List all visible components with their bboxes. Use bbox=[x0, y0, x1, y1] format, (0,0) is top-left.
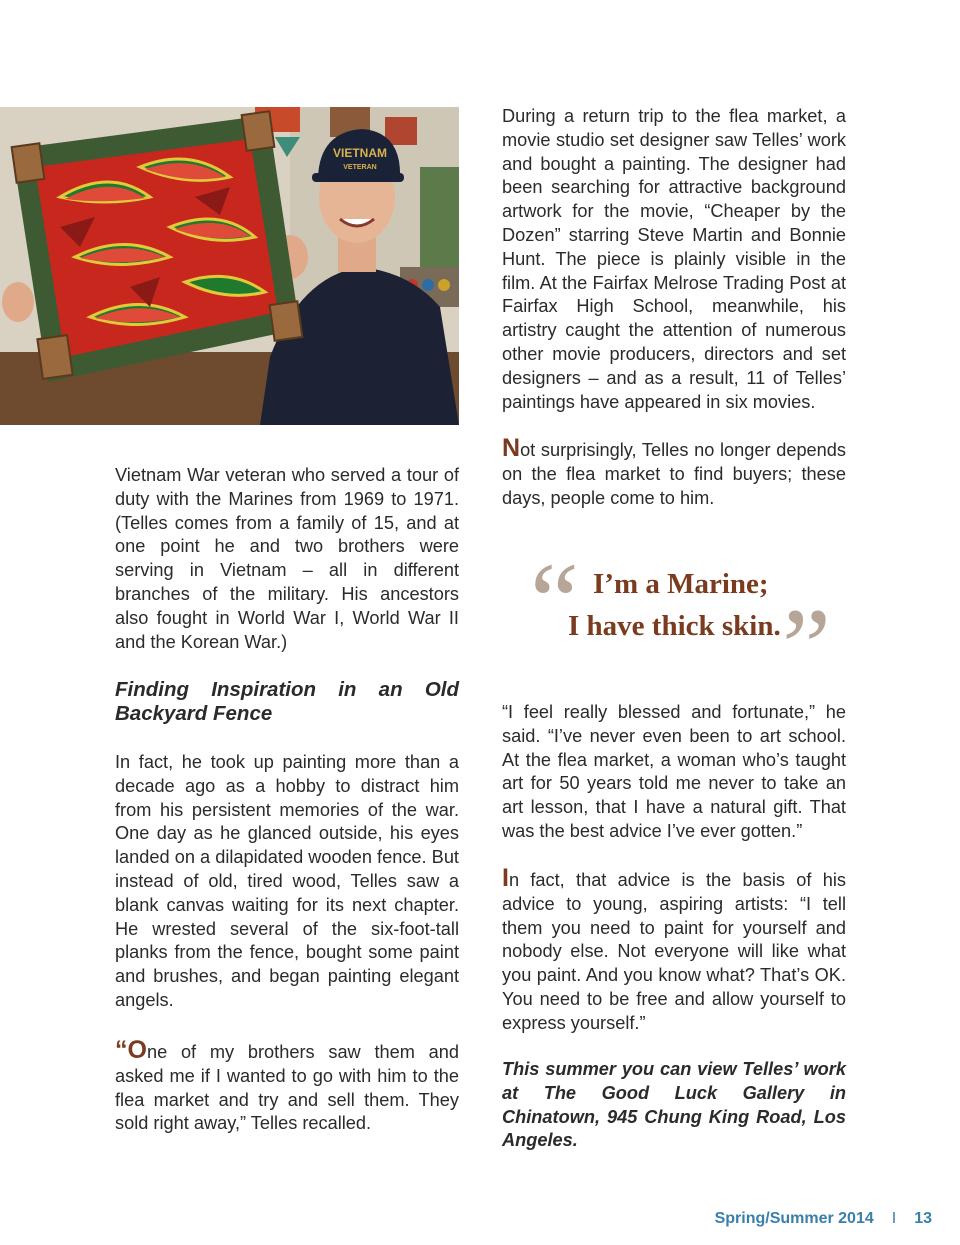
article-photo bbox=[0, 107, 459, 425]
closing-note: This summer you can view Telles’ work at The Good Luck Gallery in Chinatown, 945 Chung King Road, Los Angeles. bbox=[502, 1059, 846, 1151]
body-paragraph: “I feel really blessed and fortunate,” he said. “I’ve never even been to art school. At the flea market, a woman who’s taught art for 50 years told me never to take an art lesson, that I have a natural gift. That was the best advice I’ve ever gotten.” bbox=[502, 702, 846, 841]
pull-quote-line-1: I’m a Marine; bbox=[593, 568, 769, 600]
body-paragraph-text: ot surprisingly, Telles no longer depends on the flea market to find buyers; these days, people come to him. bbox=[502, 440, 846, 508]
footer-separator: I bbox=[891, 1210, 897, 1227]
dropcap: “O bbox=[115, 1036, 147, 1064]
quote-paragraph bbox=[115, 1038, 459, 1136]
close-quote-mark: ” bbox=[782, 586, 831, 708]
pull-quote bbox=[530, 540, 850, 708]
painting-photo-illustration bbox=[0, 107, 459, 425]
body-paragraph: During a return trip to the flea market, a movie studio set designer saw Telles’ work and bought a painting. The designer had been searching for attractive background artwork for the movie, “Cheaper by the Dozen” starring Steve Martin and Bonnie Hunt. The piece is plainly visible in the film. At the Fairfax Melrose Trading Post at Fairfax High School, meanwhile, his artistry caught the attention of numerous other movie producers, directors and set designers – and as a result, 11 of Telles’ paintings have appeared in six movies. bbox=[502, 106, 846, 412]
intro-paragraph: Vietnam War veteran who served a tour of duty with the Marines from 1969 to 1971. (Telles comes from a family of 15, and at one point he and two brothers were serving in Vietnam – all in different branches of the military. His ancestors also fought in World War I, World War II and the Korean War.) bbox=[115, 465, 459, 652]
left-body-block bbox=[115, 751, 459, 1013]
body-paragraph bbox=[502, 436, 846, 510]
right-body-block-1 bbox=[502, 105, 846, 414]
body-paragraph: In fact, he took up painting more than a decade ago as a hobby to distract him from his persistent memories of the war. One day as he glanced outside, his eyes landed on a dilapidated wooden fence. But instead of old, tired wood, Telles saw a blank canvas waiting for its next chapter. He wrested several of the six-foot-tall planks from the fence, bought some paint and brushes, and began painting elegant angels. bbox=[115, 752, 459, 1010]
body-paragraph bbox=[502, 866, 846, 1036]
dropcap: I bbox=[502, 864, 509, 892]
body-paragraph-text: n fact, that advice is the basis of his advice to young, aspiring artists: “I tell them you need to paint for yourself and nobody else. Not everyone will like what you paint. And you know what? That’s OK. You need to be free and allow yourself to express yourself.” bbox=[502, 870, 846, 1033]
right-body-block-2 bbox=[502, 436, 846, 510]
left-column bbox=[115, 464, 459, 654]
quote-paragraph-text: ne of my brothers saw them and asked me if I wanted to go with him to the flea market and try and sell them. They sold right away,” Telles recalled. bbox=[115, 1042, 459, 1134]
open-quote-mark: “ bbox=[530, 540, 579, 662]
section-heading-block bbox=[115, 678, 459, 726]
closing-note-block bbox=[502, 1058, 846, 1153]
dropcap: N bbox=[502, 434, 521, 462]
issue-label: Spring/Summer 2014 bbox=[714, 1210, 874, 1227]
left-quote-block bbox=[115, 1038, 459, 1136]
cap-text-1: VIETNAM bbox=[333, 146, 387, 160]
cap-text-2: VETERAN bbox=[343, 164, 377, 171]
right-body-block-4 bbox=[502, 866, 846, 1036]
page-number: 13 bbox=[914, 1210, 932, 1227]
right-body-block-3 bbox=[502, 701, 846, 844]
pull-quote-line-2: I have thick skin. bbox=[568, 610, 781, 642]
page-footer bbox=[715, 1210, 932, 1228]
section-heading: Finding Inspiration in an Old Backyard Fence bbox=[115, 678, 459, 725]
